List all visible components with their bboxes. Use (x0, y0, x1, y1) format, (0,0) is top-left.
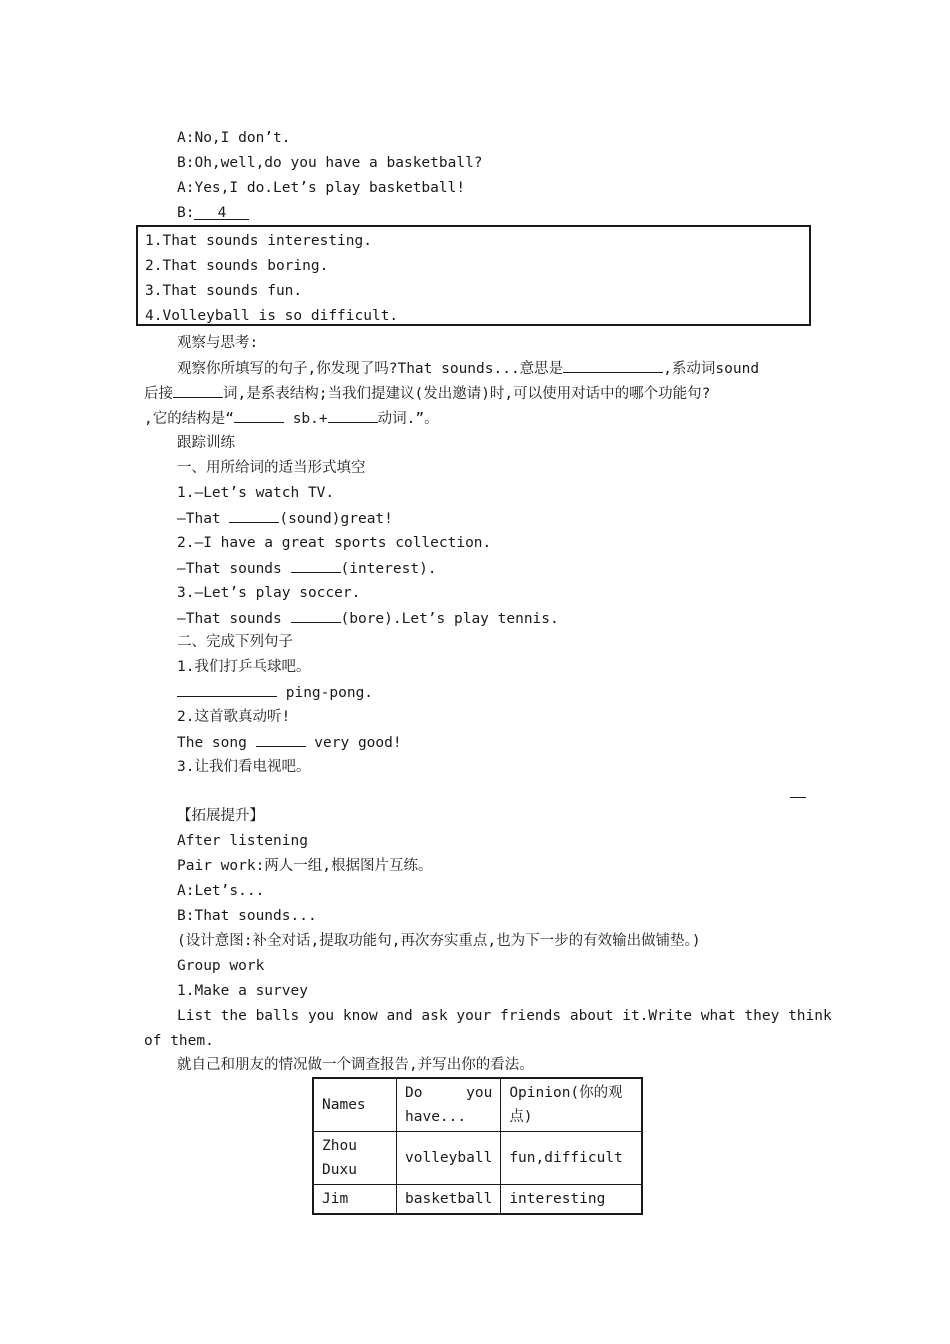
question-1a: 1.—Let’s watch TV. (177, 485, 335, 501)
question-text: —That sounds (177, 561, 291, 577)
fill-blank (229, 508, 279, 523)
fill-blank (563, 358, 663, 373)
after-listening: After listening (177, 833, 308, 849)
sentence-3-cn: 3.让我们看电视吧。 (177, 759, 311, 775)
cell-text: Duxu (322, 1162, 357, 1178)
fill-blank (177, 682, 277, 697)
observe-text: 词,是系表结构;当我们提建议(发出邀请)时,可以使用对话中的哪个功能句? (223, 386, 711, 402)
sentence-text: The song (177, 735, 256, 751)
sentence-2-en (177, 732, 402, 753)
fill-blank (291, 558, 341, 573)
answer-line (790, 797, 806, 798)
survey-table (312, 1077, 643, 1215)
survey-instruction-cn: 就自己和朋友的情况做一个调查报告,并写出你的看法。 (177, 1057, 534, 1073)
option-2: 2.That sounds boring. (145, 258, 329, 274)
question-text: —That (177, 511, 230, 527)
sentence-1-cn: 1.我们打乒乓球吧。 (177, 659, 311, 675)
question-text: (interest). (340, 561, 437, 577)
section-2-title: 二、完成下列句子 (177, 634, 293, 650)
observe-text: 观察你所填写的句子,你发现了吗?That sounds...意思是 (177, 361, 564, 377)
header-opinion (501, 1078, 643, 1132)
question-text: (sound)great! (279, 511, 393, 527)
table-header-row (313, 1078, 642, 1132)
cell-opinion: fun,difficult (501, 1132, 643, 1185)
question-2b (177, 558, 437, 579)
header-text: you (466, 1085, 493, 1101)
observe-text: sb.+ (283, 411, 328, 427)
header-text: have... (405, 1109, 467, 1125)
observe-text: ,系动词sound (663, 361, 760, 377)
sentence-text: ping-pong. (277, 685, 374, 701)
observe-line-2 (144, 383, 710, 404)
cell-name: Jim (313, 1185, 397, 1215)
question-2a: 2.—I have a great sports collection. (177, 535, 492, 551)
survey-instruction-1: List the balls you know and ask your friends about it.Write what they think (177, 1008, 832, 1024)
dialogue-line-b2 (177, 203, 249, 223)
sentence-text: very good! (305, 735, 402, 751)
dialogue-line-b1: B:Oh,well,do you have a basketball? (177, 155, 483, 171)
observe-text: 动词.”。 (377, 411, 439, 427)
group-work: Group work (177, 958, 265, 974)
table-row (313, 1132, 642, 1185)
pair-line-a: A:Let’s... (177, 883, 265, 899)
header-text: Opinion(你的观 (509, 1085, 623, 1101)
fill-blank (291, 608, 341, 623)
header-text: 点) (509, 1109, 533, 1125)
option-1: 1.That sounds interesting. (145, 233, 372, 249)
sentence-2-cn: 2.这首歌真动听! (177, 709, 291, 725)
fill-blank (328, 408, 378, 423)
header-text: Do (405, 1085, 423, 1101)
options-box (136, 225, 811, 326)
observe-line-1 (177, 358, 759, 379)
option-4: 4.Volleyball is so difficult. (145, 308, 399, 324)
design-intent: (设计意图:补全对话,提取功能句,再次夯实重点,也为下一步的有效输出做铺垫。) (177, 933, 701, 949)
option-3: 3.That sounds fun. (145, 283, 303, 299)
question-3a: 3.—Let’s play soccer. (177, 585, 361, 601)
survey-instruction-2: of them. (144, 1033, 214, 1049)
fill-blank (234, 408, 284, 423)
pair-work: Pair work:两人一组,根据图片互练。 (177, 858, 433, 874)
header-have (397, 1078, 501, 1132)
answer-blank: 4 (194, 203, 249, 220)
table-row (313, 1185, 642, 1215)
fill-blank (256, 732, 306, 747)
cell-have: volleyball (397, 1132, 501, 1185)
cell-text: Zhou (322, 1138, 357, 1154)
section-1-title: 一、用所给词的适当形式填空 (177, 460, 366, 476)
make-survey: 1.Make a survey (177, 983, 308, 999)
pair-line-b: B:That sounds... (177, 908, 317, 924)
extension-heading: 【拓展提升】 (177, 808, 264, 824)
observe-line-3 (144, 408, 439, 429)
dialogue-line-a2: A:Yes,I do.Let’s play basketball! (177, 180, 466, 196)
cell-have: basketball (397, 1185, 501, 1215)
practice-heading: 跟踪训练 (177, 435, 235, 451)
observe-heading: 观察与思考: (177, 335, 259, 351)
question-text: —That sounds (177, 611, 291, 627)
dialogue-line-a1: A:No,I don’t. (177, 130, 291, 146)
cell-name (313, 1132, 397, 1185)
sentence-1-en (177, 682, 373, 703)
observe-text: ,它的结构是“ (144, 411, 234, 427)
dialogue-b2-label: B: (177, 205, 195, 221)
question-1b (177, 508, 393, 529)
header-names: Names (313, 1078, 397, 1132)
question-text: (bore).Let’s play tennis. (340, 611, 559, 627)
observe-text: 后接 (144, 386, 173, 402)
cell-opinion: interesting (501, 1185, 643, 1215)
question-3b (177, 608, 559, 629)
fill-blank (173, 383, 223, 398)
